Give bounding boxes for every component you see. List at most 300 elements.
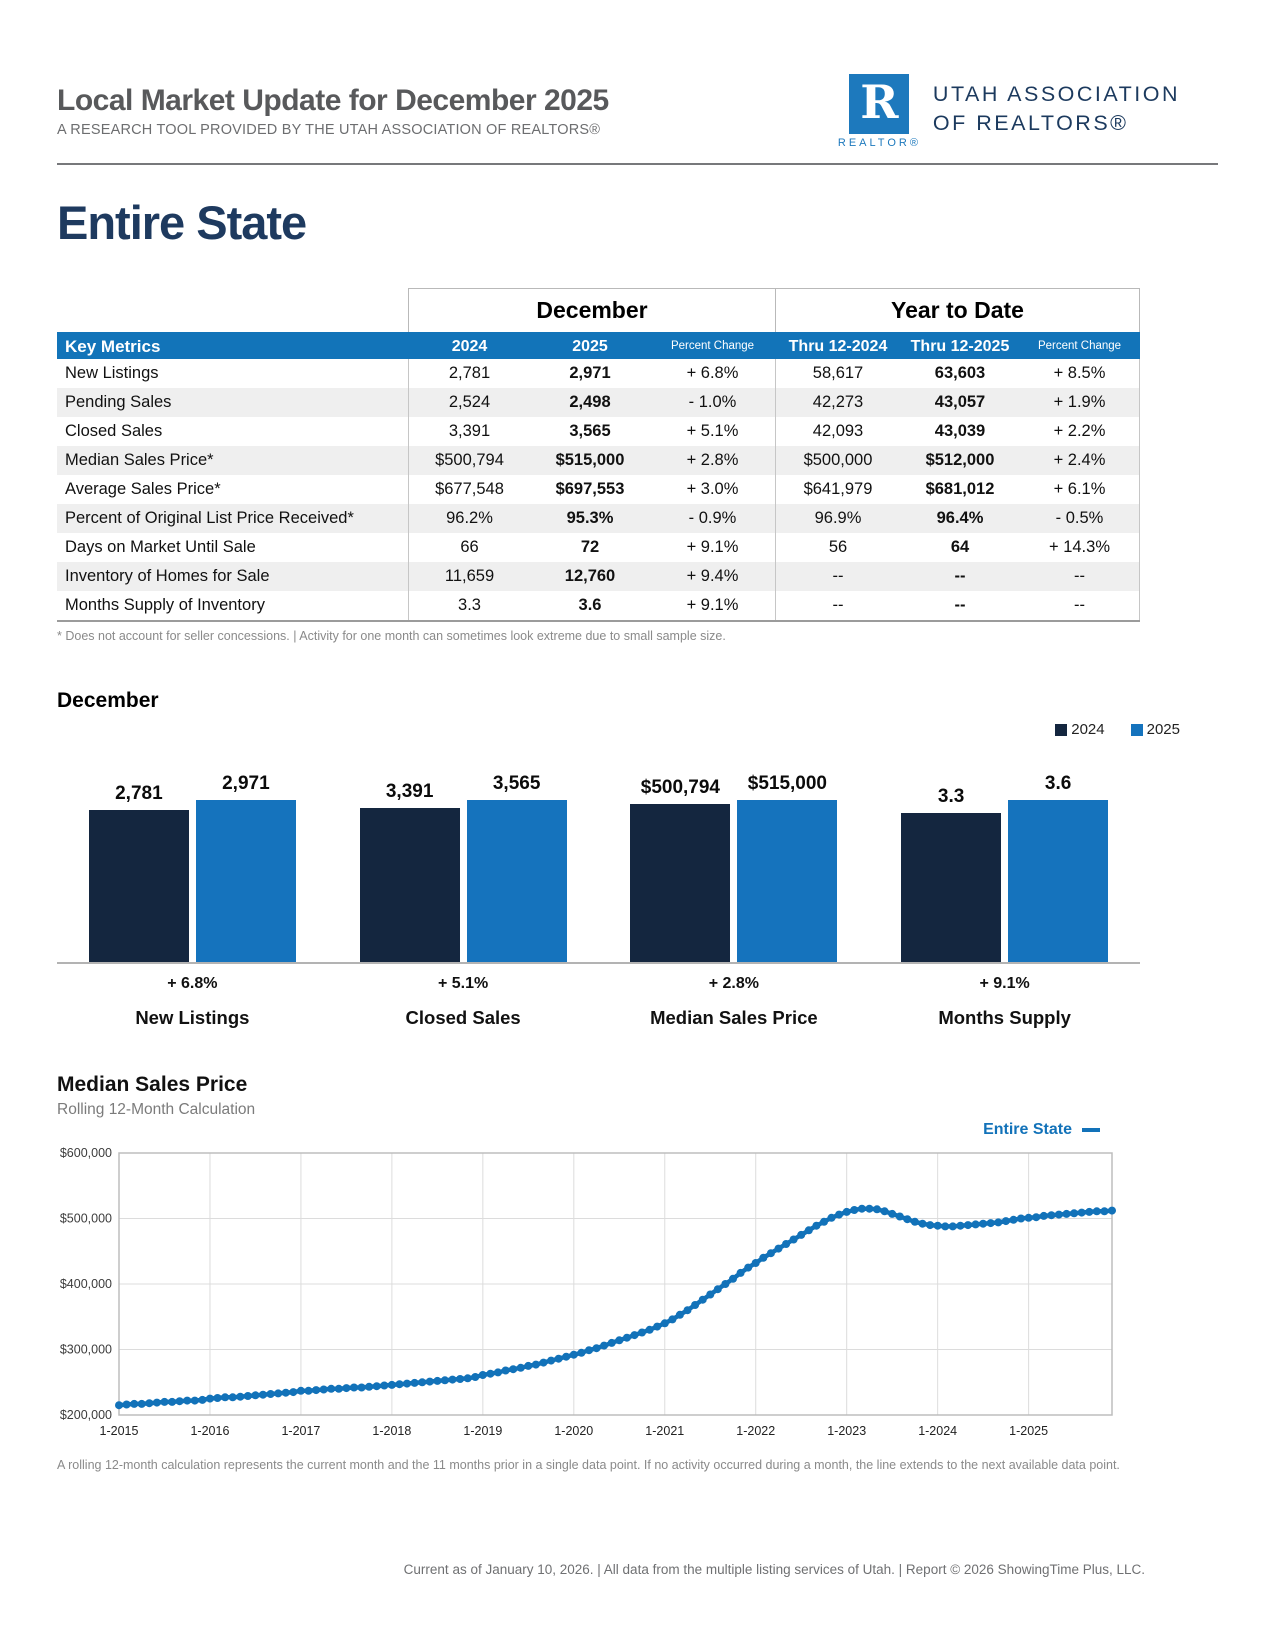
bar-column: [630, 777, 730, 962]
bar-column: [901, 786, 1001, 962]
bar-percent-change: + 2.8%: [708, 975, 759, 992]
dec-2024-value: 2,524: [408, 388, 530, 417]
data-point-marker: [145, 1399, 153, 1407]
legend-swatch-icon: [1131, 724, 1143, 736]
col-header-2025: 2025: [572, 338, 608, 355]
data-point-marker: [358, 1384, 366, 1392]
data-point-marker: [661, 1319, 669, 1327]
ytd-2024-value: --: [775, 591, 900, 620]
data-point-marker: [562, 1353, 570, 1361]
bar-2025: [1008, 800, 1108, 962]
metric-label: Pending Sales: [65, 393, 172, 411]
data-point-marker: [638, 1329, 646, 1337]
bar-column: [1008, 773, 1108, 962]
ytd-2024-value: 58,617: [775, 359, 900, 388]
bar-column: [360, 781, 460, 962]
bar-chart-title: December: [57, 689, 159, 712]
data-point-marker: [403, 1380, 411, 1388]
data-point-marker: [471, 1373, 479, 1381]
report-subtitle: A RESEARCH TOOL PROVIDED BY THE UTAH ASSOCIATION OF REALTORS®: [57, 122, 601, 138]
dec-2024-value: $677,548: [408, 475, 530, 504]
data-point-marker: [721, 1280, 729, 1288]
metric-label: Days on Market Until Sale: [65, 538, 256, 556]
data-point-marker: [759, 1254, 767, 1262]
data-point-marker: [1032, 1213, 1040, 1221]
bar-value-label: 2,971: [222, 773, 270, 794]
data-point-marker: [449, 1376, 457, 1384]
ytd-percent-change: - 0.5%: [1020, 504, 1140, 533]
ytd-2024-value: 96.9%: [775, 504, 900, 533]
x-axis-tick-label: 1-2019: [463, 1424, 503, 1438]
line-chart: [57, 1143, 1218, 1448]
table-row: [57, 446, 1140, 475]
table-group-header-row: [57, 288, 1140, 332]
dec-percent-change: + 6.8%: [686, 364, 739, 382]
data-point-marker: [198, 1396, 206, 1404]
ytd-2025-value: 43,057: [934, 393, 986, 411]
table-row: [57, 359, 1140, 388]
line-chart-legend: [57, 1121, 1100, 1139]
data-point-marker: [494, 1368, 502, 1376]
bar-group: [599, 740, 870, 962]
bar-2025: [467, 800, 567, 962]
data-point-marker: [380, 1382, 388, 1390]
data-point-marker: [843, 1208, 851, 1216]
data-point-marker: [524, 1362, 532, 1370]
x-axis-tick-label: 1-2024: [918, 1424, 958, 1438]
bar-group: [869, 740, 1140, 962]
data-point-marker: [130, 1400, 138, 1408]
report-header: [57, 58, 1218, 149]
ytd-2024-value: $500,000: [775, 446, 900, 475]
data-point-marker: [1040, 1212, 1048, 1220]
dec-2025-value: 2,971: [569, 364, 611, 382]
ytd-2024-value: $641,979: [775, 475, 900, 504]
dec-percent-change: + 3.0%: [686, 480, 739, 498]
data-point-marker: [267, 1390, 275, 1398]
data-point-marker: [979, 1220, 987, 1228]
page-title: Entire State: [57, 196, 307, 249]
uar-logo: [838, 74, 1180, 149]
data-point-marker: [441, 1376, 449, 1384]
bar-value-label: 3.6: [1044, 773, 1072, 794]
data-point-marker: [577, 1349, 585, 1357]
data-point-marker: [229, 1393, 237, 1401]
data-point-marker: [244, 1392, 252, 1400]
dec-2024-value: 66: [408, 533, 530, 562]
table-row: [57, 533, 1140, 562]
y-axis-tick-label: $500,000: [59, 1211, 112, 1226]
data-point-marker: [297, 1387, 305, 1395]
data-point-marker: [987, 1219, 995, 1227]
bar-category-label: Months Supply: [938, 1007, 1071, 1028]
metric-label: Percent of Original List Price Received*: [65, 509, 354, 527]
data-point-marker: [396, 1380, 404, 1388]
dec-2025-value: 3,565: [569, 422, 611, 440]
data-point-marker: [464, 1374, 472, 1382]
x-axis-tick-label: 1-2016: [190, 1424, 230, 1438]
dec-percent-change: + 5.1%: [686, 422, 739, 440]
data-point-marker: [1002, 1217, 1010, 1225]
data-point-marker: [320, 1386, 328, 1394]
bar-value-label: 3.3: [937, 786, 965, 807]
legend-label: 2024: [1071, 721, 1105, 738]
data-point-marker: [1078, 1209, 1086, 1217]
data-point-marker: [486, 1370, 494, 1378]
data-point-marker: [259, 1391, 267, 1399]
data-point-marker: [1055, 1211, 1063, 1219]
data-point-marker: [820, 1218, 828, 1226]
data-point-marker: [744, 1264, 752, 1272]
key-metrics-table: [57, 288, 1140, 643]
table-footnote: * Does not account for seller concessions. | Activity for one month can sometimes look extreme due to small sample size.: [57, 629, 726, 643]
data-point-marker: [373, 1382, 381, 1390]
x-axis-tick-label: 1-2023: [827, 1424, 867, 1438]
data-point-marker: [350, 1384, 358, 1392]
bar-2025: [737, 800, 837, 962]
table-body: [57, 359, 1140, 622]
table-row: [57, 562, 1140, 591]
data-point-marker: [426, 1378, 434, 1386]
data-point-marker: [289, 1388, 297, 1396]
bar-2025: [196, 800, 296, 962]
data-point-marker: [865, 1205, 873, 1213]
table-row: [57, 475, 1140, 504]
bar-groups: [57, 740, 1140, 964]
ytd-2024-value: --: [775, 562, 900, 591]
data-point-marker: [699, 1296, 707, 1304]
data-point-marker: [327, 1385, 335, 1393]
data-point-marker: [335, 1385, 343, 1393]
dec-2024-value: 3,391: [408, 417, 530, 446]
x-axis-tick-label: 1-2022: [736, 1424, 776, 1438]
bar-2024: [630, 804, 730, 962]
data-point-marker: [949, 1222, 957, 1230]
data-point-marker: [623, 1334, 631, 1342]
dec-percent-change: - 1.0%: [688, 393, 737, 411]
y-axis-tick-label: $200,000: [59, 1408, 112, 1422]
logo-org-name: [933, 74, 1180, 138]
data-point-marker: [153, 1399, 161, 1407]
data-point-marker: [365, 1383, 373, 1391]
data-point-marker: [888, 1210, 896, 1218]
ytd-percent-change: + 2.2%: [1020, 417, 1140, 446]
data-point-marker: [600, 1342, 608, 1350]
data-point-marker: [676, 1311, 684, 1319]
data-point-marker: [540, 1359, 548, 1367]
dec-2024-value: 3.3: [408, 591, 530, 620]
data-point-marker: [881, 1207, 889, 1215]
dec-percent-change: - 0.9%: [688, 509, 737, 527]
data-point-marker: [1108, 1207, 1116, 1215]
bar-chart: [57, 740, 1140, 1029]
ytd-2025-value: --: [954, 567, 966, 585]
ytd-2024-value: 42,273: [775, 388, 900, 417]
dec-percent-change: + 9.4%: [686, 567, 739, 585]
bar-category-label: New Listings: [135, 1007, 250, 1028]
data-point-marker: [1047, 1211, 1055, 1219]
metric-label: New Listings: [65, 364, 159, 382]
legend-item: [1131, 721, 1180, 738]
group-header-ytd: Year to Date: [775, 288, 1140, 332]
data-point-marker: [903, 1215, 911, 1223]
data-point-marker: [668, 1315, 676, 1323]
data-point-marker: [1093, 1207, 1101, 1215]
bar-value-label: $500,794: [640, 777, 720, 798]
dec-percent-change: + 9.1%: [686, 538, 739, 556]
ytd-2025-value: --: [954, 596, 966, 614]
realtor-caption: REALTOR®: [837, 137, 921, 149]
dec-2025-value: $697,553: [555, 480, 625, 498]
table-header-row: [57, 332, 1140, 359]
data-point-marker: [911, 1218, 919, 1226]
data-point-marker: [214, 1394, 222, 1402]
report-footer: Current as of January 10, 2026. | All data from the multiple listing services of Utah. | Report © 2026 ShowingTime Plus, LLC.: [403, 1562, 1145, 1577]
x-axis-tick-label: 1-2021: [645, 1424, 685, 1438]
metric-label: Average Sales Price*: [65, 480, 221, 498]
bar-category-label: Median Sales Price: [650, 1007, 818, 1028]
bar-group: [328, 740, 599, 962]
table-row: [57, 591, 1140, 620]
data-point-marker: [729, 1275, 737, 1283]
data-point-marker: [191, 1397, 199, 1405]
data-point-marker: [1070, 1209, 1078, 1217]
bar-column: [196, 773, 296, 962]
data-point-marker: [555, 1355, 563, 1363]
data-point-marker: [1025, 1214, 1033, 1222]
data-point-marker: [1085, 1208, 1093, 1216]
data-point-marker: [835, 1211, 843, 1219]
data-point-marker: [608, 1339, 616, 1347]
line-chart-subtitle: Rolling 12-Month Calculation: [57, 1101, 256, 1118]
legend-label: 2025: [1146, 721, 1180, 738]
data-point-marker: [388, 1381, 396, 1389]
data-point-marker: [964, 1221, 972, 1229]
dec-2025-value: 12,760: [564, 567, 616, 585]
data-point-marker: [767, 1249, 775, 1257]
bar-column: [467, 773, 567, 962]
data-point-marker: [593, 1344, 601, 1352]
x-axis-tick-label: 1-2020: [554, 1424, 594, 1438]
x-axis-tick-label: 1-2018: [372, 1424, 412, 1438]
data-point-marker: [782, 1240, 790, 1248]
data-point-marker: [479, 1371, 487, 1379]
data-point-marker: [176, 1397, 184, 1405]
bar-column: [89, 783, 189, 962]
dec-2025-value: 3.6: [578, 596, 602, 614]
data-point-marker: [752, 1259, 760, 1267]
col-header-thru-12-2025: Thru 12-2025: [910, 338, 1010, 355]
header-text-block: [57, 58, 609, 138]
realtor-r-letter: R: [860, 75, 899, 129]
dec-2025-value: 2,498: [569, 393, 611, 411]
data-point-marker: [418, 1378, 426, 1386]
data-point-marker: [828, 1214, 836, 1222]
dec-2024-value: $500,794: [408, 446, 530, 475]
y-axis-tick-label: $300,000: [59, 1342, 112, 1357]
dec-2025-value: 95.3%: [566, 509, 614, 527]
dec-percent-change: + 2.8%: [686, 451, 739, 469]
dec-percent-change: + 9.1%: [686, 596, 739, 614]
data-point-marker: [684, 1306, 692, 1314]
ytd-2025-value: 63,603: [934, 364, 986, 382]
line-chart-svg: [57, 1143, 1140, 1443]
ytd-2025-value: 64: [950, 538, 970, 556]
ytd-percent-change: + 6.1%: [1020, 475, 1140, 504]
data-point-marker: [161, 1398, 169, 1406]
data-point-marker: [411, 1379, 419, 1387]
data-point-marker: [615, 1336, 623, 1344]
col-header-key-metrics: Key Metrics: [65, 337, 161, 356]
table-row: [57, 388, 1140, 417]
bar-percent-change: + 6.8%: [167, 975, 218, 992]
data-point-marker: [653, 1323, 661, 1331]
x-axis-tick-label: 1-2025: [1009, 1424, 1049, 1438]
data-point-marker: [547, 1357, 555, 1365]
bar-value-label: 3,391: [385, 781, 434, 802]
data-point-marker: [570, 1351, 578, 1359]
line-legend-label: Entire State: [983, 1121, 1072, 1138]
dec-2025-value: 72: [580, 538, 600, 556]
data-point-marker: [138, 1400, 146, 1408]
median-price-line: [119, 1209, 1112, 1406]
x-axis-tick-label: 1-2017: [281, 1424, 321, 1438]
data-point-marker: [972, 1220, 980, 1228]
col-header-ytd-percent-change: Percent Change: [1020, 332, 1140, 361]
bar-value-label: $515,000: [747, 773, 827, 794]
data-point-marker: [585, 1346, 593, 1354]
metric-label: Inventory of Homes for Sale: [65, 567, 270, 585]
x-axis-tick-label: 1-2015: [99, 1424, 139, 1438]
ytd-2024-value: 56: [775, 533, 900, 562]
data-point-marker: [797, 1231, 805, 1239]
data-point-marker: [706, 1291, 714, 1299]
col-header-thru-12-2024: Thru 12-2024: [775, 332, 900, 361]
data-point-marker: [456, 1375, 464, 1383]
bar-2024: [901, 813, 1001, 962]
ytd-percent-change: + 1.9%: [1020, 388, 1140, 417]
table-row: [57, 417, 1140, 446]
data-point-marker: [274, 1389, 282, 1397]
bar-column: [737, 773, 837, 962]
data-point-marker: [805, 1226, 813, 1234]
logo-org-line2: OF REALTORS®: [932, 111, 1129, 136]
metric-label: Median Sales Price*: [65, 451, 214, 469]
ytd-2025-value: 96.4%: [936, 509, 984, 527]
report-title: Local Market Update for December 2025: [57, 84, 609, 117]
data-point-marker: [934, 1222, 942, 1230]
dec-2024-value: 96.2%: [408, 504, 530, 533]
data-point-marker: [236, 1393, 244, 1401]
bar-chart-legend: [57, 721, 1180, 738]
data-point-marker: [994, 1218, 1002, 1226]
ytd-percent-change: --: [1020, 591, 1140, 620]
legend-swatch-icon: [1055, 724, 1067, 736]
col-header-dec-percent-change: Percent Change: [670, 340, 755, 352]
bar-category-row: [57, 993, 1140, 1029]
bar-percent-row: [57, 964, 1140, 993]
ytd-2025-value: 43,039: [934, 422, 986, 440]
realtor-r-icon: [849, 74, 909, 134]
ytd-2025-value: $512,000: [925, 451, 995, 469]
data-point-marker: [1100, 1207, 1108, 1215]
dec-2025-value: $515,000: [555, 451, 625, 469]
bar-group: [57, 740, 328, 962]
data-point-marker: [168, 1398, 176, 1406]
data-point-marker: [433, 1377, 441, 1385]
data-point-marker: [123, 1401, 131, 1409]
data-point-marker: [305, 1387, 313, 1395]
header-divider: [57, 163, 1218, 165]
bar-value-label: 3,565: [492, 773, 541, 794]
data-point-marker: [1017, 1215, 1025, 1223]
bar-percent-change: + 5.1%: [437, 975, 489, 992]
data-point-marker: [775, 1245, 783, 1253]
realtor-badge: [838, 74, 921, 149]
data-point-marker: [896, 1213, 904, 1221]
legend-item: [1055, 721, 1104, 738]
metric-label: Months Supply of Inventory: [65, 596, 265, 614]
data-point-marker: [737, 1269, 745, 1277]
bar-2024: [89, 810, 189, 962]
ytd-percent-change: + 14.3%: [1020, 533, 1140, 562]
data-point-marker: [941, 1222, 949, 1230]
data-point-marker: [312, 1386, 320, 1394]
data-point-marker: [532, 1361, 540, 1369]
data-point-marker: [919, 1220, 927, 1228]
bar-value-label: 2,781: [115, 783, 163, 804]
data-point-marker: [509, 1365, 517, 1373]
data-point-marker: [790, 1236, 798, 1244]
ytd-2024-value: 42,093: [775, 417, 900, 446]
ytd-percent-change: + 8.5%: [1020, 359, 1140, 388]
data-point-marker: [1010, 1216, 1018, 1224]
ytd-percent-change: + 2.4%: [1020, 446, 1140, 475]
data-point-marker: [342, 1384, 350, 1392]
data-point-marker: [206, 1395, 214, 1403]
ytd-percent-change: --: [1020, 562, 1140, 591]
data-point-marker: [646, 1326, 654, 1334]
data-point-marker: [282, 1389, 290, 1397]
y-axis-tick-label: $400,000: [59, 1277, 112, 1291]
data-point-marker: [691, 1301, 699, 1309]
data-point-marker: [1063, 1210, 1071, 1218]
group-header-december: December: [408, 288, 775, 332]
data-point-marker: [956, 1222, 964, 1230]
group-header-spacer: [57, 288, 408, 332]
y-axis-tick-label: $600,000: [59, 1146, 112, 1160]
line-chart-note: A rolling 12-month calculation represents the current month and the 11 months prior in a single data point. If no activity occurred during a month, the line extends to the next available data point.: [57, 1458, 1120, 1472]
data-point-marker: [221, 1393, 229, 1401]
data-point-marker: [517, 1364, 525, 1372]
data-point-marker: [714, 1285, 722, 1293]
bar-2024: [360, 808, 460, 962]
line-chart-title: Median Sales Price: [57, 1073, 248, 1096]
data-point-marker: [858, 1205, 866, 1213]
col-header-2024: 2024: [408, 332, 530, 361]
data-point-marker: [812, 1222, 820, 1230]
line-legend-dash-icon: [1082, 1128, 1100, 1132]
metric-label: Closed Sales: [65, 422, 163, 440]
dec-2024-value: 11,659: [408, 562, 530, 591]
data-point-marker: [926, 1221, 934, 1229]
dec-2024-value: 2,781: [408, 359, 530, 388]
data-point-marker: [850, 1206, 858, 1214]
data-point-marker: [251, 1391, 259, 1399]
bar-percent-change: + 9.1%: [979, 975, 1030, 992]
data-point-marker: [631, 1331, 639, 1339]
ytd-2025-value: $681,012: [925, 480, 995, 498]
